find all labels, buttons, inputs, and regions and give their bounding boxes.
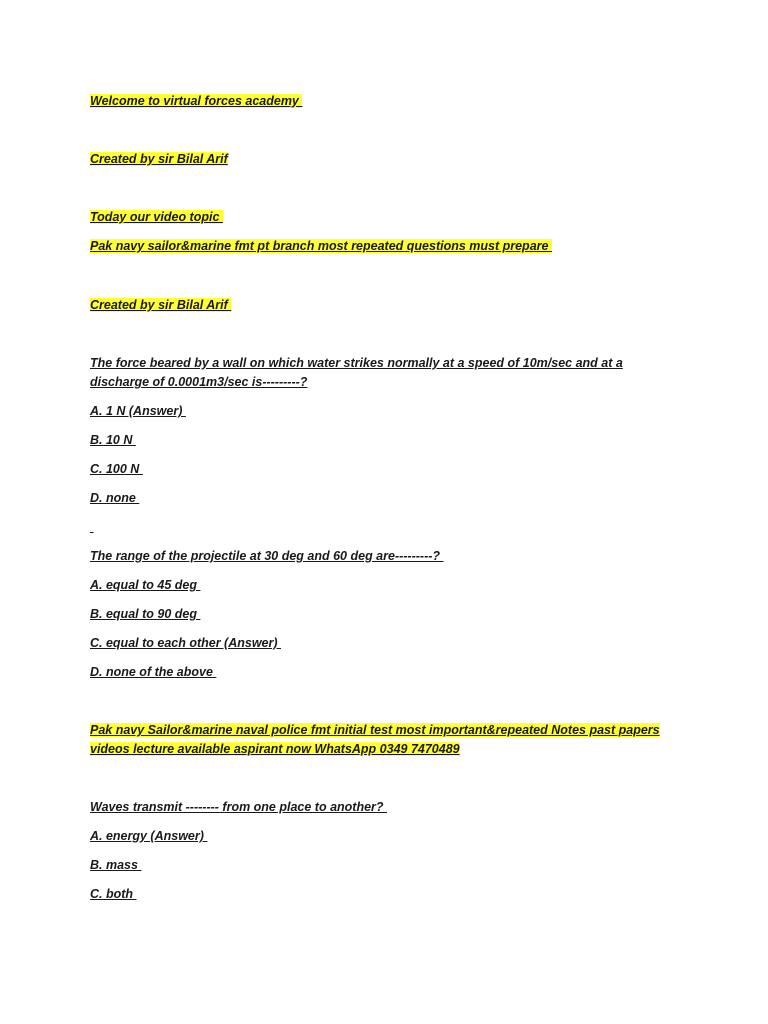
q1-option-b: B. 10 N <box>90 433 136 447</box>
topic-label-line <box>90 208 223 227</box>
q1-option-a: A. 1 N (Answer) <box>90 404 186 418</box>
empty-line <box>90 518 93 537</box>
question-1: The force beared by a wall on which water strikes normally at a speed of 10m/sec and at a discharge of 0.0001m3/sec is---------? <box>90 356 623 389</box>
q1-option-d: D. none <box>90 491 140 505</box>
promo-text: Pak navy Sailor&marine naval police fmt initial test most important&repeated Notes past papers videos lecture available aspirant now WhatsApp 0349 7470489 <box>90 723 660 756</box>
question-2: The range of the projectile at 30 deg and 60 deg are---------? <box>90 549 444 563</box>
q2-option-b: B. equal to 90 deg <box>90 607 201 621</box>
created-by-line <box>90 150 228 169</box>
q1-option-c: C. 100 N <box>90 462 143 476</box>
q3-option-c: C. both <box>90 887 137 901</box>
q3-option-a: A. energy (Answer) <box>90 829 208 843</box>
question-3: Waves transmit -------- from one place to another? <box>90 800 388 814</box>
welcome-text: Welcome to virtual forces academy <box>90 94 303 108</box>
welcome-line <box>90 92 302 111</box>
created-by-line-2 <box>90 296 231 315</box>
created-by-text: Created by sir Bilal Arif <box>90 152 228 166</box>
q2-option-a: A. equal to 45 deg <box>90 578 201 592</box>
topic-title-line <box>90 237 552 256</box>
q3-option-b: B. mass <box>90 858 142 872</box>
created-by-text-2: Created by sir Bilal Arif <box>90 298 232 312</box>
q2-option-c: C. equal to each other (Answer) <box>90 636 282 650</box>
q2-option-d: D. none of the above <box>90 665 217 679</box>
topic-title-text: Pak navy sailor&marine fmt pt branch most repeated questions must prepare <box>90 239 552 253</box>
promo-line <box>90 721 680 759</box>
topic-label-text: Today our video topic <box>90 210 223 224</box>
